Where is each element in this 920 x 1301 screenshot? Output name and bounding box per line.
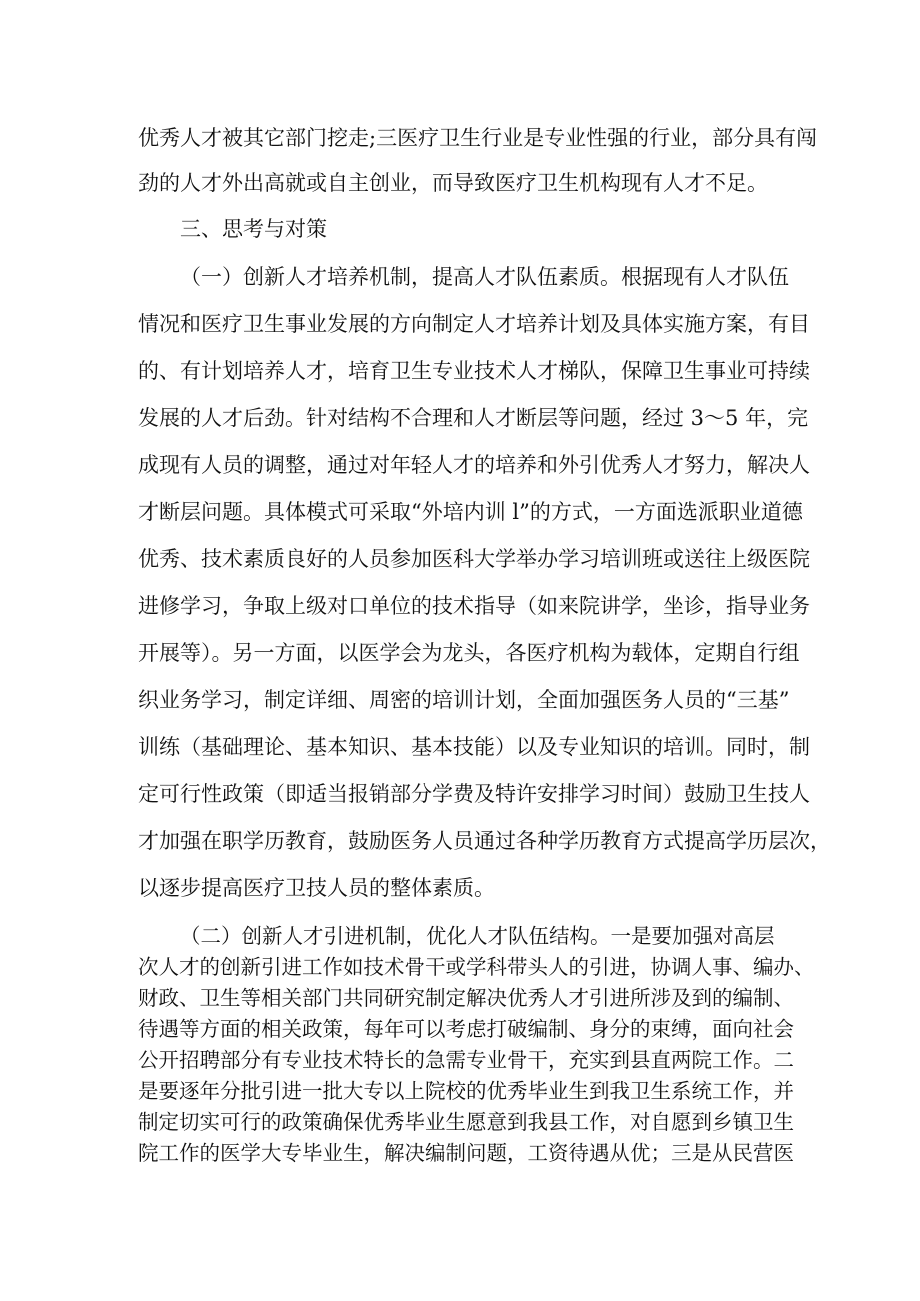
text-line: （一）创新人才培养机制，提高人才队伍素质。根据现有人才队伍	[180, 265, 789, 289]
text-line: （二）创新人才引进机制，优化人才队伍结构。一是要加强对高层	[180, 924, 775, 948]
text-line: 待遇等方面的相关政策，每年可以考虑打破编制、身分的束缚，面向社会	[138, 1017, 794, 1041]
text-line: 才加强在职学历教育，鼓励医务人员通过各种学历教育方式提高学历层次，	[138, 829, 831, 853]
text-line: 成现有人员的调整，通过对年轻人才的培养和外引优秀人才努力，解决人	[138, 453, 810, 477]
text-line: 训练（基础理论、基本知识、基本技能）以及专业知识的培训。同时，制	[138, 735, 810, 759]
text-line: 的、有计划培养人才，培育卫生专业技术人才梯队，保障卫生事业可持续	[138, 359, 810, 383]
section-heading: 三、思考与对策	[180, 217, 327, 241]
text-line: 才断层问题。具体模式可采取“外培内训 l”的方式，一方面选派职业道德	[138, 500, 803, 524]
text-line: 次人才的创新引进工作如技术骨干或学科带头人的引进，协调人事、编办、	[138, 955, 815, 979]
text-line: 制定切实可行的政策确保优秀毕业生愿意到我县工作，对自愿到乡镇卫生	[138, 1110, 794, 1134]
text-line: 院工作的医学大专毕业生，解决编制问题，工资待遇从优；三是从民营医	[138, 1141, 794, 1165]
text-line: 定可行性政策（即适当报销部分学费及特许安排学习时间）鼓励卫生技人	[138, 782, 810, 806]
text-line: 进修学习，争取上级对口单位的技术指导（如来院讲学，坐诊，指导业务	[138, 594, 810, 618]
text-line: 是要逐年分批引进一批大专以上院校的优秀毕业生到我卫生系统工作，并	[138, 1079, 794, 1103]
text-line: 公开招聘部分有专业技术特长的急需专业骨干，充实到县直两院工作。二	[138, 1048, 794, 1072]
text-line: 开展等）。另一方面，以医学会为龙头，各医疗机构为载体，定期自行组	[138, 641, 800, 665]
text-line: 优秀、技术素质良好的人员参加医科大学举办学习培训班或送往上级医院	[138, 547, 810, 571]
text-line: 优秀人才被其它部门挖走;三医疗卫生行业是专业性强的行业，部分具有闯	[138, 126, 818, 150]
text-line: 织业务学习，制定详细、周密的培训计划，全面加强医务人员的“三基”	[138, 688, 790, 712]
text-line: 财政、卫生等相关部门共同研究制定解决优秀人才引进所涉及到的编制、	[138, 986, 794, 1010]
text-line: 劲的人才外出高就或自主创业，而导致医疗卫生机构现有人才不足。	[138, 171, 768, 195]
text-line: 发展的人才后劲。针对结构不合理和人才断层等问题，经过 3～5 年，完	[138, 406, 809, 430]
text-line: 以逐步提高医疗卫技人员的整体素质。	[138, 876, 495, 900]
text-line: 情况和医疗卫生事业发展的方向制定人才培养计划及具体实施方案，有目	[138, 312, 810, 336]
